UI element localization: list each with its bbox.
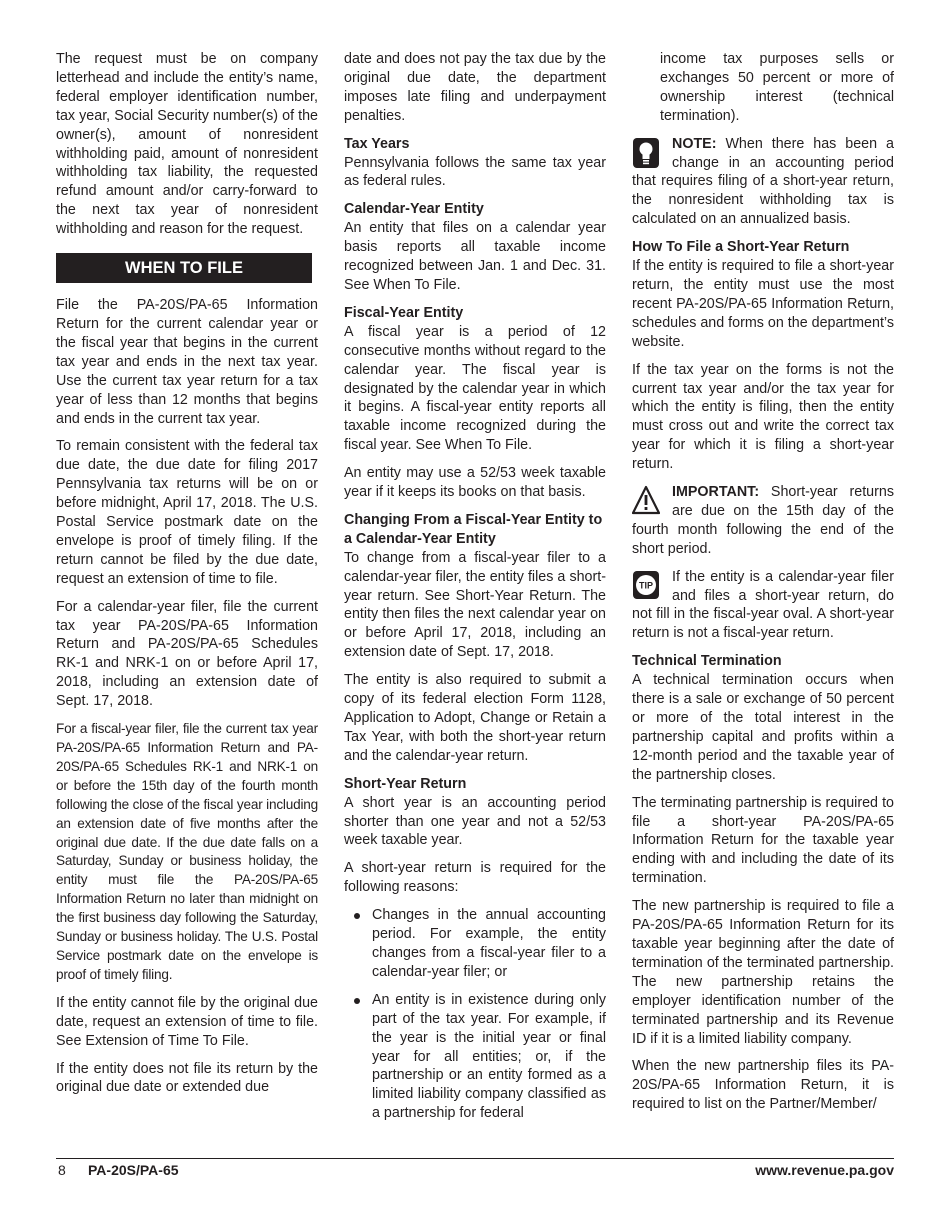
- heading-tax-years: Tax Years: [344, 135, 410, 152]
- paragraph: An entity that files on a calendar year basis reports all taxable income recognized between Jan. 1 and Dec. 31. See When To File.: [344, 220, 606, 293]
- heading-calendar-year-entity: Calendar-Year Entity: [344, 201, 484, 218]
- heading-technical-termination: Technical Termination: [632, 653, 782, 670]
- paragraph: If the tax year on the forms is not the current tax year and/or the tax year for which the entity is filing, then the entity must cross out and write the correct tax year for which it is filing a short-year return.: [632, 361, 894, 473]
- tip-text: If the entity is a calendar-year filer and files a short-year return, do not fill in the fiscal-year oval. A short-year return is not a fiscal-year return.: [632, 568, 894, 642]
- paragraph: date and does not pay the tax due by the original due date, the department imposes late filing and underpayment penalties.: [344, 51, 606, 124]
- website-url[interactable]: www.revenue.pa.gov: [755, 1162, 894, 1178]
- paragraph: The request must be on company letterhead and include the entity’s name, federal employer identification number, tax year, Social Security number(s) of the owner(s), amount of nonresident withholding paid, amount of nonresident withholding tax liability, the requested refund amount and/or carry-forward to the next tax year of nonresident withholding and reason for the request.: [56, 51, 318, 238]
- paragraph: A short year is an accounting period shorter than one year and not a 52/53 week taxable year.: [344, 794, 606, 849]
- paragraph: The entity is also required to submit a copy of its federal election Form 1128, Application to Adopt, Change or Retain a Tax Year, with both the short-year return and the calendar-year return.: [344, 672, 606, 764]
- paragraph: A fiscal year is a period of 12 consecutive months without regard to the calendar year. The fiscal year is designated by the calendar year in which it begins. A fiscal-year entity reports all taxable income recognized during the fiscal year. See When To File.: [344, 323, 606, 454]
- paragraph: The terminating partnership is required to file a short-year PA-20S/PA-65 Information Return for the taxable year ending with and including the date of its termination.: [632, 794, 894, 887]
- note-text: When there has been a change in an accounting period that requires filing of a short-year return, the nonresident withholding tax is calculated on an annualized basis.: [632, 135, 894, 228]
- column-3: [632, 50, 894, 1123]
- tip-callout: [632, 568, 894, 644]
- heading-how-to-file-short-year: How To File a Short-Year Return: [632, 239, 850, 256]
- footer-divider: [56, 1158, 894, 1159]
- paragraph: File the PA-20S/PA-65 Information Return for the current calendar year or the fiscal year that begins in the current tax year and ends in the next tax year. Use the current tax year return for a tax year of less than 12 months that begins and ends in the current tax year.: [56, 297, 318, 427]
- paragraph: If the entity is required to file a short-year return, the entity must use the most recent PA-20S/PA-65 Information Return, schedules and forms on the department’s website.: [632, 258, 895, 350]
- heading-short-year-return: Short-Year Return: [344, 775, 467, 792]
- page-number: 8: [58, 1162, 66, 1178]
- tip-icon-label: TIP: [638, 580, 654, 591]
- list-item: An entity is in existence during only part of the tax year. For example, if the year is the initial year or final year for all entities; or, if the partnership or an entity formed as a limited liability company classified as a partnership for federal: [344, 991, 606, 1123]
- note-callout: [632, 135, 894, 230]
- paragraph: Pennsylvania follows the same tax year as federal rules.: [344, 154, 606, 190]
- paragraph: To change from a fiscal-year filer to a calendar-year filer, the entity files a short-year return. See Short-Year Return. The entity then files the next calendar year on or before April 17, 2018, including an extension date of Sept. 17, 2018.: [344, 549, 606, 661]
- paragraph: An entity may use a 52/53 week taxable year if it keeps its books on that basis.: [344, 465, 606, 501]
- paragraph: income tax purposes sells or exchanges 50 percent or more of ownership interest (technical termination).: [660, 51, 894, 124]
- list-item: Changes in the annual accounting period. For example, the entity changes from a fiscal-year filer to a calendar-year filer; or: [344, 906, 606, 982]
- note-label: NOTE:: [672, 135, 717, 152]
- warning-icon: [632, 483, 660, 517]
- paragraph: To remain consistent with the federal tax due date, the due date for filing 2017 Pennsylvania tax returns will be on or before midnight, April 17, 2018. The U.S. Postal Service postmark date on the envelope is proof of timely filing. If the return cannot be filed by the due date, request an extension of time to file.: [56, 438, 318, 587]
- heading-fiscal-year-entity: Fiscal-Year Entity: [344, 304, 464, 321]
- paragraph: If the entity cannot file by the original due date, request an extension of time to file. See Extension of Time To File.: [56, 994, 318, 1049]
- paragraph: A technical termination occurs when there is a sale or exchange of 50 percent or more of the total interest in the partnership capital and profits within a 12-month period and the taxable year of the partnership closes.: [632, 672, 894, 783]
- column-2: [344, 50, 606, 1132]
- important-label: IMPORTANT:: [672, 484, 760, 501]
- paragraph: The new partnership is required to file a PA-20S/PA-65 Information Return for its taxable year beginning after the date of termination of the terminated partnership. The new partnership retains the employer identification number of the terminated partnership and its Revenue ID if it is a limited liability company.: [632, 898, 894, 1047]
- bullet-list: [344, 906, 606, 1123]
- paragraph: When the new partnership files its PA-20S/PA-65 Information Return, it is required to list on the Partner/Member/: [632, 1058, 894, 1113]
- section-banner-when-to-file: WHEN TO FILE: [56, 253, 312, 283]
- form-name: PA-20S/PA-65: [88, 1162, 179, 1178]
- paragraph: For a fiscal-year filer, file the current tax year PA-20S/PA-65 Information Return and PA-20S/PA-65 Schedules RK-1 and NRK-1 on or before the 15th day of the fourth month following the close of the fiscal year including an extension date of five months after the original due date. If the due date falls on a Saturday, Sunday or business holiday, the entity must file the PA-20S/PA-65 Information Return no later than midnight on the first business day following the Saturday, Sunday or business holiday. The U.S. Postal Service postmark date on the envelope is proof of timely filing.: [56, 721, 318, 982]
- tip-icon: [632, 568, 660, 602]
- paragraph: If the entity does not file its return by the original due date or extended due: [56, 1060, 318, 1096]
- heading-changing-fiscal-to-calendar: Changing From a Fiscal-Year Entity to a Calendar-Year Entity: [344, 511, 603, 547]
- important-text: Short-year returns are due on the 15th day of the fourth month following the end of the short period.: [632, 484, 894, 557]
- paragraph: A short-year return is required for the following reasons:: [344, 860, 606, 896]
- important-callout: [632, 483, 894, 559]
- lightbulb-icon: [632, 135, 660, 169]
- paragraph: For a calendar-year filer, file the current tax year PA-20S/PA-65 Information Return and PA-20S/PA-65 Schedules RK-1 and NRK-1 on or before April 17, 2018, including an extension date of Sept. 17, 2018.: [56, 598, 318, 710]
- column-1: [56, 50, 318, 1106]
